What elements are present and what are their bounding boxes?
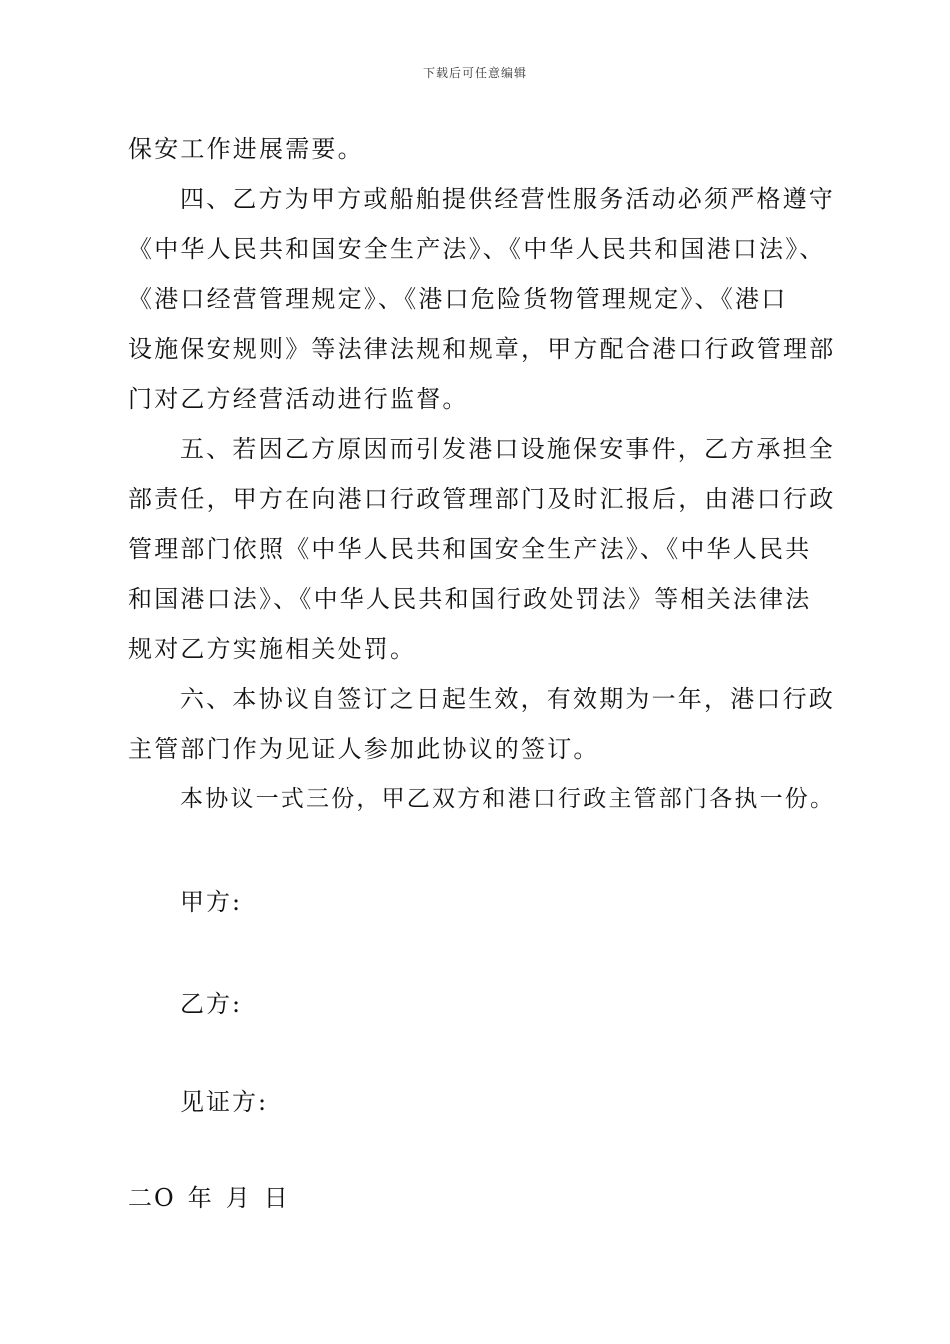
clause-six-line: 主管部门作为见证人参加此协议的签订。 [128,735,600,763]
clause-six-line: 六、本协议自签订之日起生效，有效期为一年，港口行政 [180,685,835,713]
clause-four-line: 四、乙方为甲方或船舶提供经营性服务活动必须严格遵守 [180,185,835,213]
witness-signature-label: 见证方: [180,1088,269,1116]
paragraph-line: 保安工作进展需要。 [128,135,364,163]
clause-five-line: 部责任，甲方在向港口行政管理部门及时汇报后，由港口行政 [128,485,836,513]
party-a-signature-label: 甲方: [180,888,243,916]
clause-five-line: 规对乙方实施相关处罚。 [128,635,417,663]
date-day-label: 日 [263,1184,290,1212]
signing-date [128,1178,302,1213]
date-year-label: 年 [187,1184,214,1212]
date-year-prefix: 二O [128,1184,176,1212]
copies-clause-line: 本协议一式三份，甲乙双方和港口行政主管部门各执一份。 [180,786,836,812]
clause-four-line: 设施保安规则》等法律法规和规章，甲方配合港口行政管理部 [128,335,836,363]
clause-four-line: 门对乙方经营活动进行监督。 [128,385,469,413]
clause-four-line: 《港口经营管理规定》、《港口危险货物管理规定》、《港口 [128,285,788,313]
clause-five-line: 管理部门依照《中华人民共和国安全生产法》、《中华人民共 [128,535,812,563]
clause-four-line: 《中华人民共和国安全生产法》、《中华人民共和国港口法》、 [128,235,826,263]
clause-five-line: 和国港口法》、《中华人民共和国行政处罚法》等相关法律法 [128,585,812,613]
page-header: 下载后可任意编辑 [422,66,527,80]
document-body [128,124,840,824]
date-month-label: 月 [225,1184,252,1212]
party-b-signature-label: 乙方: [180,990,243,1018]
clause-five-line: 五、若因乙方原因而引发港口设施保安事件，乙方承担全 [180,435,835,463]
